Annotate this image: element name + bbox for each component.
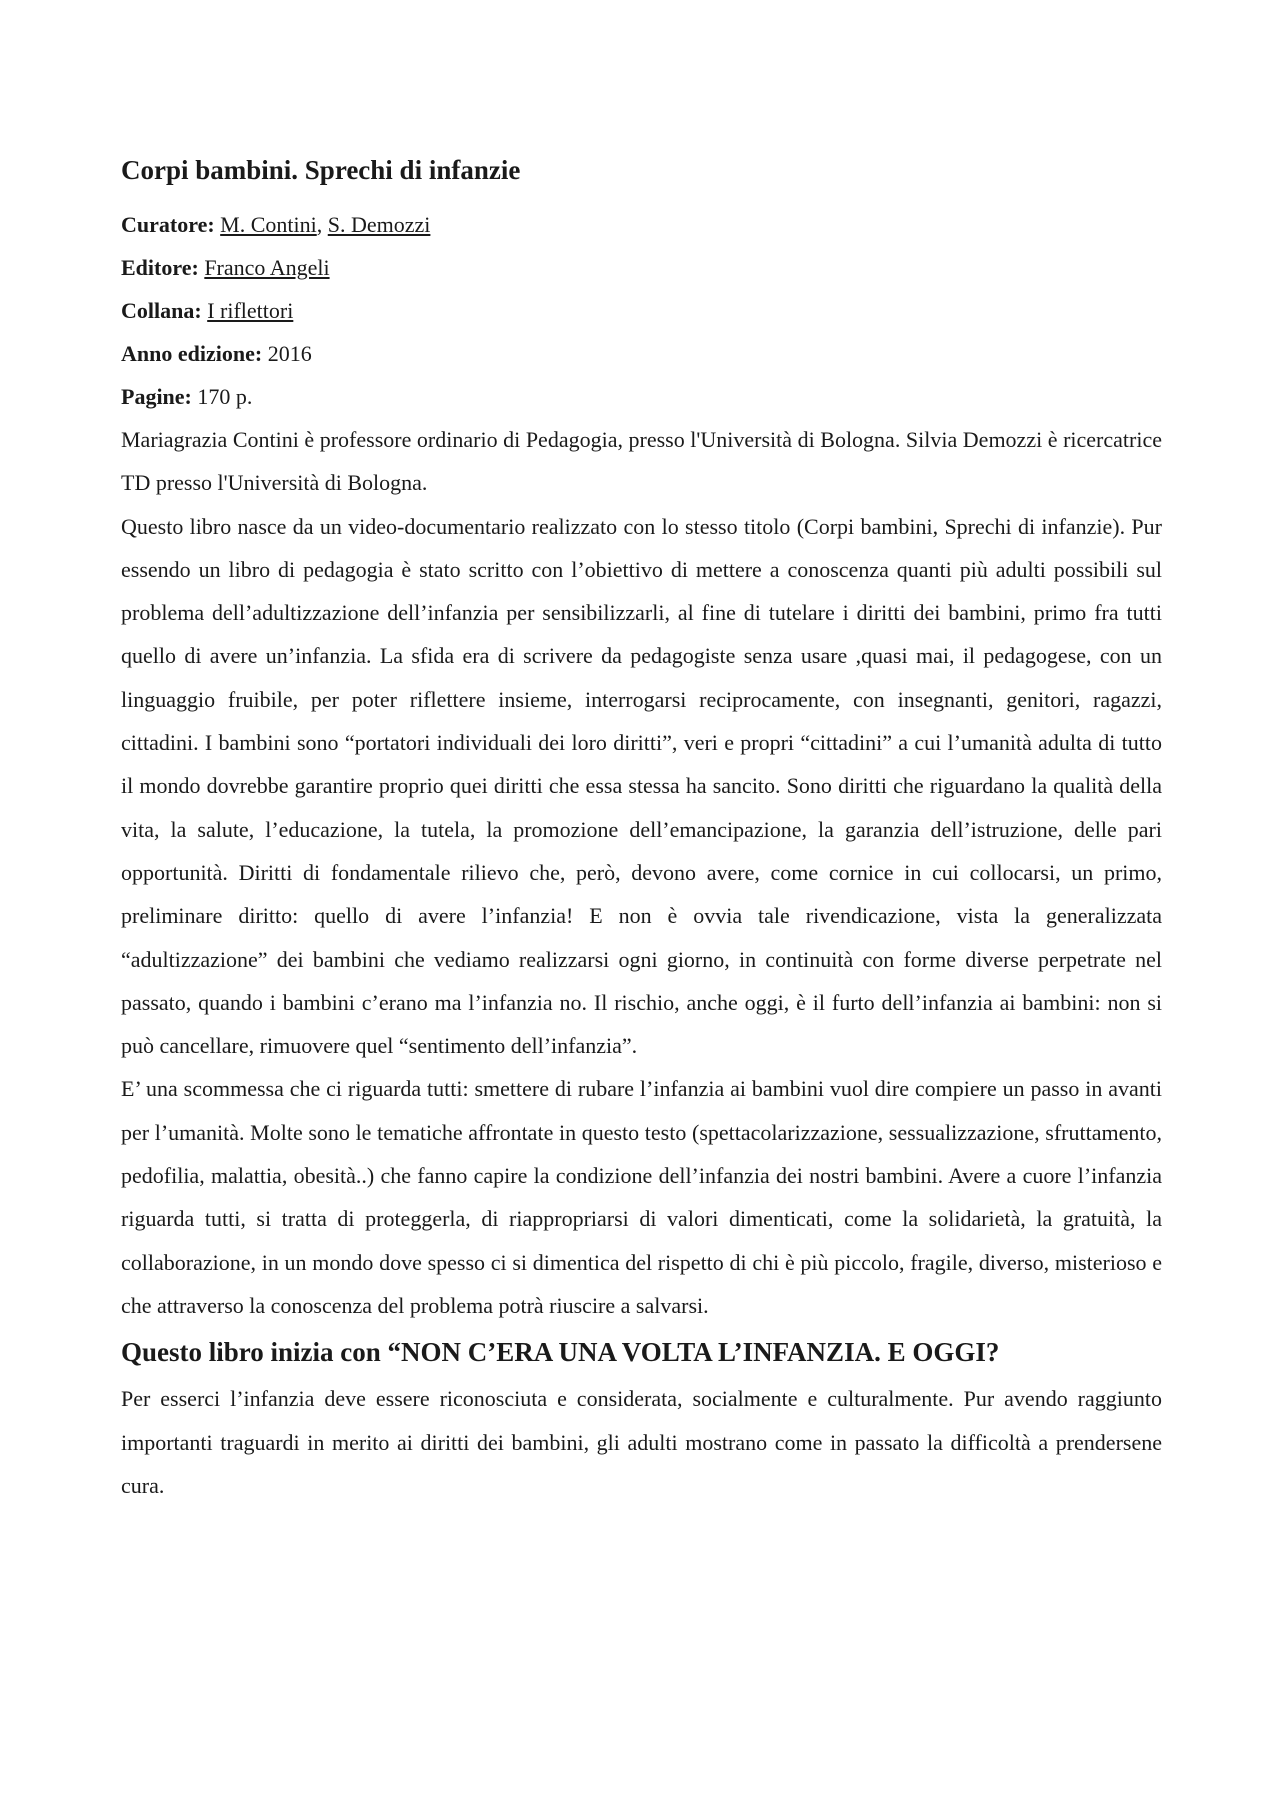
authors-paragraph: Mariagrazia Contini è professore ordinario di Pedagogia, presso l'Università di Bologna. Silvia Demozzi è ricercatrice TD presso l'Università di Bologna. — [121, 427, 1162, 496]
editore-link[interactable]: Franco Angeli — [204, 255, 330, 280]
editore-label: Editore: — [121, 255, 199, 280]
pagine-label: Pagine: — [121, 384, 192, 409]
themes-paragraph: E’ una scommessa che ci riguarda tutti: smettere di rubare l’infanzia ai bambini vuol dire compiere un passo in avanti per l’umanità. Molte sono le tematiche affrontate in questo testo (spettacolarizzazione, sessualizzazione, sfruttamento, pedofilia, malattia, obesità..) che fanno capire la condizione dell’infanzia dei nostri bambini. Avere a cuore l’infanzia riguarda tutti, si tratta di proteggerla, di riappropriarsi di valori dimenticati, come la solidarietà, la gratuità, la collaborazione, in un mondo dove spesso ci si dimentica del rispetto di chi è più piccolo, fragile, diverso, misterioso e che attraverso la conoscenza del problema potrà riuscire a salvarsi. — [121, 1076, 1162, 1318]
curatore-link-contini[interactable]: M. Contini — [220, 212, 317, 237]
curatore-separator: , — [316, 212, 323, 237]
description-paragraph: Questo libro nasce da un video-documentario realizzato con lo stesso titolo (Corpi bambini, Sprechi di infanzie). Pur essendo un libro di pedagogia è stato scritto con l’obiettivo di mettere a conoscenza quanti più adulti possibili sul problema dell’adultizzazione dell’infanzia per sensibilizzarli, al fine di tutelare i diritti dei bambini, primo fra tutti quello di avere un’infanzia. La sfida era di scrivere da pedagogiste senza usare ,quasi mai, il pedagogese, con un linguaggio fruibile, per poter riflettere insieme, interrogarsi reciprocamente, con insegnanti, genitori, ragazzi, cittadini. I bambini sono “portatori individuali dei loro diritti”, veri e propri “cittadini” a cui l’umanità adulta di tutto il mondo dovrebbe garantire proprio quei diritti che essa stessa ha sancito. Sono diritti che riguardano la qualità della vita, la salute, l’educazione, la tutela, la promozione dell’emancipazione, la garanzia dell’istruzione, delle pari opportunità. Diritti di fondamentale rilievo che, però, devono avere, come cornice in cui collocarsi, un primo, preliminare diritto: quello di avere l’infanzia! E non è ovvia tale rivendicazione, vista la generalizzata “adultizzazione” dei bambini che vediamo realizzarsi ogni giorno, in continuità con forme diverse perpetrate nel passato, quando i bambini c’erano ma l’infanzia no. Il rischio, anche oggi, è il furto dell’infanzia ai bambini: non si può cancellare, rimuovere quel “sentimento dell’infanzia”. — [121, 513, 1162, 1059]
closing-paragraph: Per esserci l’infanzia deve essere riconosciuta e considerata, socialmente e culturalmente. Pur avendo raggiunto importanti traguardi in merito ai diritti dei bambini, gli adulti mostrano come in passato la difficoltà a prendersene cura. — [121, 1386, 1162, 1498]
anno-label: Anno edizione: — [121, 341, 263, 366]
anno-row — [121, 332, 1162, 375]
collana-link[interactable]: I riflettori — [207, 298, 294, 323]
collana-label: Collana: — [121, 298, 202, 323]
section-subheading: Questo libro inizia con “NON C’ERA UNA VOLTA L’INFANZIA. E OGGI? — [121, 1337, 1000, 1368]
collana-row — [121, 289, 1162, 332]
curatore-row — [121, 203, 1162, 246]
editore-row — [121, 246, 1162, 289]
book-title: Corpi bambini. Sprechi di infanzie — [121, 155, 521, 185]
document-page — [121, 150, 1162, 1507]
pagine-row — [121, 375, 1162, 418]
curatore-label: Curatore: — [121, 212, 215, 237]
pagine-value: 170 p. — [197, 384, 253, 409]
curatore-link-demozzi[interactable]: S. Demozzi — [327, 212, 431, 237]
anno-value: 2016 — [267, 341, 312, 366]
